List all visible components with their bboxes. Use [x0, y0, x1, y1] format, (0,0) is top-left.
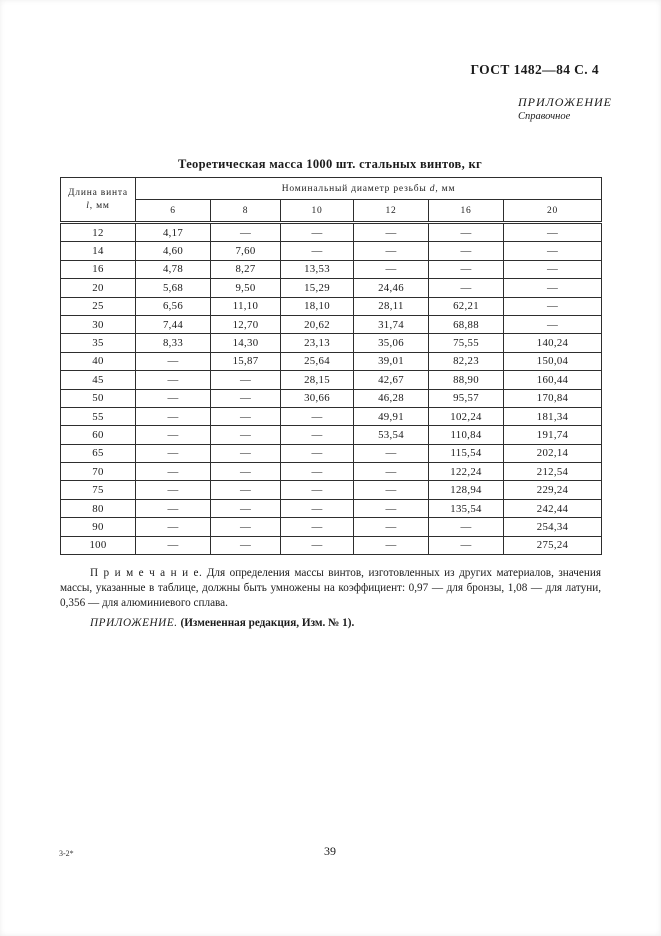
mass-value-cell: 14,30 — [211, 334, 281, 352]
table-row — [61, 499, 602, 517]
mass-value-cell: 24,46 — [354, 279, 429, 297]
length-cell: 55 — [61, 407, 136, 425]
mass-value-cell: — — [354, 223, 429, 242]
mass-value-cell: — — [211, 481, 281, 499]
mass-value-cell: — — [429, 223, 504, 242]
mass-value-cell: — — [429, 536, 504, 554]
mass-value-cell: — — [354, 536, 429, 554]
mass-value-cell: 18,10 — [281, 297, 354, 315]
mass-value-cell: — — [354, 518, 429, 536]
table-row — [61, 444, 602, 462]
mass-value-cell: 11,10 — [211, 297, 281, 315]
mass-value-cell: 23,13 — [281, 334, 354, 352]
diameter-header-text: Номинальный диаметр резьбы — [281, 183, 430, 194]
mass-value-cell: 275,24 — [504, 536, 602, 554]
mass-value-cell: — — [281, 499, 354, 517]
appendix-reference-italic: ПРИЛОЖЕНИЕ. — [90, 617, 178, 629]
mass-value-cell: 39,01 — [354, 352, 429, 370]
mass-value-cell: — — [354, 444, 429, 462]
mass-value-cell: 4,17 — [136, 223, 211, 242]
mass-value-cell: — — [281, 536, 354, 554]
mass-value-cell: — — [281, 426, 354, 444]
length-header-unit: , мм — [89, 200, 110, 211]
mass-value-cell: — — [211, 407, 281, 425]
mass-value-cell: — — [211, 463, 281, 481]
mass-value-cell: — — [281, 223, 354, 242]
mass-value-cell: — — [429, 242, 504, 260]
mass-value-cell: 35,06 — [354, 334, 429, 352]
length-cell: 45 — [61, 371, 136, 389]
diameter-column-value: 6 — [136, 200, 211, 223]
mass-value-cell: 75,55 — [429, 334, 504, 352]
mass-value-cell: — — [504, 297, 602, 315]
table-row — [61, 223, 602, 242]
table-row — [61, 315, 602, 333]
mass-value-cell: 88,90 — [429, 371, 504, 389]
mass-value-cell: — — [354, 242, 429, 260]
mass-value-cell: — — [281, 463, 354, 481]
length-cell: 20 — [61, 279, 136, 297]
mass-value-cell: 122,24 — [429, 463, 504, 481]
mass-value-cell: 140,24 — [504, 334, 602, 352]
screw-mass-table — [60, 177, 602, 555]
mass-value-cell: — — [354, 499, 429, 517]
length-header-line1: Длина винта — [68, 187, 128, 198]
gost-document-header: ГОСТ 1482—84 С. 4 — [470, 62, 599, 77]
mass-value-cell: 7,60 — [211, 242, 281, 260]
mass-value-cell: 4,78 — [136, 260, 211, 278]
column-header-length — [61, 178, 136, 223]
mass-value-cell: — — [136, 463, 211, 481]
mass-value-cell: 115,54 — [429, 444, 504, 462]
note-label: П р и м е ч а н и е. — [90, 567, 203, 579]
diameter-values-row — [61, 200, 602, 223]
mass-value-cell: 31,74 — [354, 315, 429, 333]
diameter-column-value: 12 — [354, 200, 429, 223]
mass-value-cell: — — [136, 536, 211, 554]
mass-value-cell: 242,44 — [504, 499, 602, 517]
mass-value-cell: 102,24 — [429, 407, 504, 425]
mass-value-cell: 15,29 — [281, 279, 354, 297]
mass-value-cell: — — [504, 260, 602, 278]
length-cell: 90 — [61, 518, 136, 536]
note-text: Для определения массы винтов, изготовленных из других материалов, значения массы, указанные в таблице, должны быть умножены на коэффициент: 0,97 — для бронзы, 1,08 — для латуни, 0,356 — для алюминиевого сплава. — [60, 567, 601, 609]
diameter-column-value: 20 — [504, 200, 602, 223]
mass-value-cell: — — [136, 352, 211, 370]
mass-value-cell: 46,28 — [354, 389, 429, 407]
mass-value-cell: 53,54 — [354, 426, 429, 444]
mass-value-cell: — — [354, 463, 429, 481]
mass-value-cell: — — [504, 315, 602, 333]
mass-value-cell: 30,66 — [281, 389, 354, 407]
mass-value-cell: — — [281, 242, 354, 260]
mass-value-cell: — — [281, 481, 354, 499]
table-row — [61, 371, 602, 389]
length-cell: 14 — [61, 242, 136, 260]
mass-value-cell: — — [211, 536, 281, 554]
length-cell: 65 — [61, 444, 136, 462]
diameter-column-value: 16 — [429, 200, 504, 223]
mass-value-cell: — — [504, 279, 602, 297]
mass-value-cell: 4,60 — [136, 242, 211, 260]
table-row — [61, 389, 602, 407]
length-cell: 30 — [61, 315, 136, 333]
diameter-header-unit: , мм — [435, 183, 456, 194]
mass-value-cell: 82,23 — [429, 352, 504, 370]
mass-value-cell: 181,34 — [504, 407, 602, 425]
mass-value-cell: 160,44 — [504, 371, 602, 389]
annex-block — [518, 95, 618, 122]
mass-value-cell: 95,57 — [429, 389, 504, 407]
mass-value-cell: 62,21 — [429, 297, 504, 315]
mass-value-cell: — — [211, 389, 281, 407]
mass-value-cell: — — [504, 242, 602, 260]
mass-value-cell: 28,11 — [354, 297, 429, 315]
length-cell: 50 — [61, 389, 136, 407]
mass-value-cell: — — [211, 518, 281, 536]
mass-value-cell: 25,64 — [281, 352, 354, 370]
mass-value-cell: — — [211, 223, 281, 242]
mass-value-cell: 42,67 — [354, 371, 429, 389]
mass-value-cell: — — [211, 371, 281, 389]
mass-value-cell: 135,54 — [429, 499, 504, 517]
mass-value-cell: 212,54 — [504, 463, 602, 481]
mass-value-cell: 170,84 — [504, 389, 602, 407]
mass-value-cell: 254,34 — [504, 518, 602, 536]
mass-value-cell: — — [211, 444, 281, 462]
diameter-header-symbol: d — [429, 183, 436, 194]
appendix-reference-bold: (Измененная редакция, Изм. № 1). — [177, 617, 355, 629]
mass-value-cell: 68,88 — [429, 315, 504, 333]
length-cell: 100 — [61, 536, 136, 554]
length-cell: 35 — [61, 334, 136, 352]
mass-value-cell: — — [281, 444, 354, 462]
table-row — [61, 260, 602, 278]
length-cell: 40 — [61, 352, 136, 370]
mass-value-cell: 9,50 — [211, 279, 281, 297]
mass-value-cell: 202,14 — [504, 444, 602, 462]
mass-value-cell: 20,62 — [281, 315, 354, 333]
mass-value-cell: — — [136, 481, 211, 499]
length-cell: 80 — [61, 499, 136, 517]
mass-value-cell: — — [211, 426, 281, 444]
appendix-reference — [60, 617, 601, 629]
mass-value-cell: 7,44 — [136, 315, 211, 333]
length-cell: 75 — [61, 481, 136, 499]
mass-value-cell: — — [136, 518, 211, 536]
mass-value-cell: — — [354, 260, 429, 278]
mass-value-cell: 191,74 — [504, 426, 602, 444]
mass-value-cell: 8,33 — [136, 334, 211, 352]
mass-value-cell: 28,15 — [281, 371, 354, 389]
mass-value-cell: 128,94 — [429, 481, 504, 499]
mass-value-cell: 8,27 — [211, 260, 281, 278]
mass-value-cell: — — [211, 499, 281, 517]
table-row — [61, 426, 602, 444]
length-cell: 60 — [61, 426, 136, 444]
table-row — [61, 334, 602, 352]
table-row — [61, 297, 602, 315]
length-header-symbol: l — [86, 200, 90, 211]
note-paragraph — [60, 566, 601, 610]
table-body — [61, 223, 602, 555]
column-header-diameter — [136, 178, 602, 200]
annex-title: ПРИЛОЖЕНИЕ — [518, 95, 612, 109]
table-row — [61, 279, 602, 297]
table-row — [61, 407, 602, 425]
mass-value-cell: — — [136, 407, 211, 425]
mass-value-cell: — — [429, 518, 504, 536]
mass-value-cell: 15,87 — [211, 352, 281, 370]
diameter-column-value: 10 — [281, 200, 354, 223]
table-title: Теоретическая масса 1000 шт. стальных винтов, кг — [178, 157, 482, 171]
footer-signature-mark: 3-2* — [59, 849, 74, 858]
mass-value-cell: — — [136, 389, 211, 407]
table-row — [61, 242, 602, 260]
mass-value-cell: — — [136, 499, 211, 517]
annex-subtitle: Справочное — [518, 111, 571, 122]
table-row — [61, 481, 602, 499]
mass-value-cell: 6,56 — [136, 297, 211, 315]
mass-value-cell: 150,04 — [504, 352, 602, 370]
mass-value-cell: — — [136, 444, 211, 462]
mass-value-cell: — — [429, 279, 504, 297]
mass-value-cell: — — [504, 223, 602, 242]
mass-value-cell: — — [354, 481, 429, 499]
mass-value-cell: 5,68 — [136, 279, 211, 297]
length-cell: 12 — [61, 223, 136, 242]
mass-value-cell: — — [136, 426, 211, 444]
mass-value-cell: 110,84 — [429, 426, 504, 444]
table-row — [61, 536, 602, 554]
length-cell: 70 — [61, 463, 136, 481]
mass-value-cell: 12,70 — [211, 315, 281, 333]
table-row — [61, 352, 602, 370]
mass-value-cell: — — [281, 518, 354, 536]
mass-value-cell: 13,53 — [281, 260, 354, 278]
table-row — [61, 518, 602, 536]
table-row — [61, 463, 602, 481]
length-cell: 25 — [61, 297, 136, 315]
mass-value-cell: — — [281, 407, 354, 425]
mass-value-cell: 49,91 — [354, 407, 429, 425]
length-cell: 16 — [61, 260, 136, 278]
mass-value-cell: — — [429, 260, 504, 278]
page-number: 39 — [324, 844, 336, 858]
mass-value-cell: — — [136, 371, 211, 389]
table-header — [61, 178, 602, 223]
mass-value-cell: 229,24 — [504, 481, 602, 499]
diameter-column-value: 8 — [211, 200, 281, 223]
